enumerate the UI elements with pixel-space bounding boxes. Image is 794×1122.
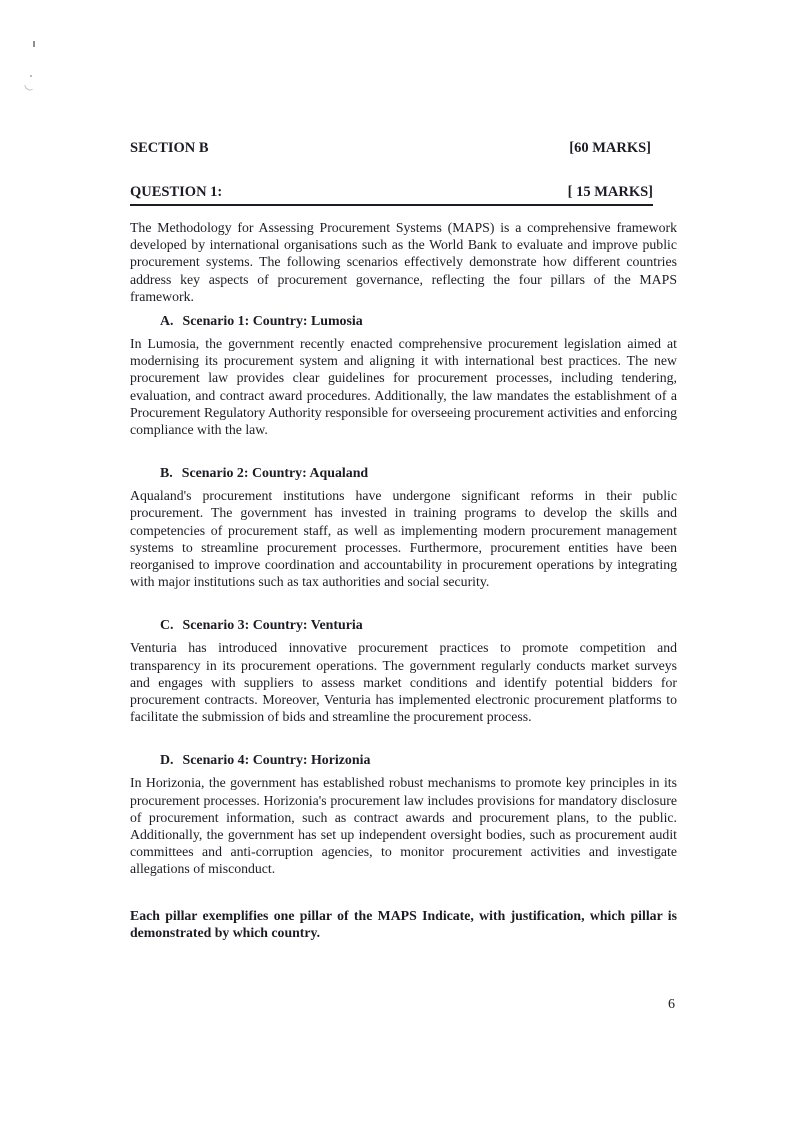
scenario-heading <box>160 753 677 769</box>
scenario-title: Scenario 4: Country: Horizonia <box>182 753 371 769</box>
scan-artifact <box>30 75 32 77</box>
scenario-block-c <box>130 618 677 725</box>
scenario-label: B. <box>160 466 173 482</box>
scan-artifact <box>24 83 33 92</box>
scenario-label: C. <box>160 618 174 634</box>
scenario-label: A. <box>160 314 174 330</box>
scenario-title: Scenario 1: Country: Lumosia <box>182 314 363 330</box>
scenario-body: Venturia has introduced innovative procurement practices to promote competition and transparency in its procurement operations. The government regularly conducts market surveys and engages with suppliers to assess market conditions and identify potential bidders for procurement contracts. Moreover, Venturia has implemented electronic procurement platforms to facilitate the submission of bids and streamline the procurement process. <box>130 640 677 725</box>
section-marks: [60 MARKS] <box>569 140 651 156</box>
scenario-body: In Horizonia, the government has established robust mechanisms to promote key principles in its procurement processes. Horizonia's procurement law includes provisions for mandatory disclosure of procurement information, such as contract awards and procurement plans, to the public. Additionally, the government has set up independent oversight bodies, such as procurement audit committees and anti-corruption agencies, to monitor procurement activities and investigate allegations of misconduct. <box>130 775 677 877</box>
scenario-heading <box>160 466 677 482</box>
page-content <box>130 140 677 942</box>
scenario-heading <box>160 618 677 634</box>
scenario-block-b <box>130 466 677 590</box>
scenario-title: Scenario 3: Country: Venturia <box>182 618 363 634</box>
page-number: 6 <box>668 997 675 1012</box>
section-header-row <box>130 140 651 157</box>
scenario-title: Scenario 2: Country: Aqualand <box>181 466 369 482</box>
section-title: SECTION B <box>130 140 209 156</box>
scenario-block-a <box>130 314 677 438</box>
question-title: QUESTION 1: <box>130 184 223 200</box>
task-instruction: Each pillar exemplifies one pillar of the MAPS Indicate, with justification, which pillar is demonstrated by which country. <box>130 907 677 941</box>
question-header-row <box>130 184 653 206</box>
scenario-block-d <box>130 753 677 877</box>
question-marks: [ 15 MARKS] <box>567 184 653 200</box>
intro-paragraph: The Methodology for Assessing Procurement Systems (MAPS) is a comprehensive framework developed by international organisations such as the World Bank to evaluate and improve public procurement systems. The following scenarios effectively demonstrate how different countries address key aspects of procurement governance, reflecting the four pillars of the MAPS framework. <box>130 220 677 304</box>
scenario-body: In Lumosia, the government recently enacted comprehensive procurement legislation aimed at modernising its procurement system and aligning it with international best practices. The new procurement law provides clear guidelines for procurement processes, including tendering, evaluation, and contract award procedures. Additionally, the law mandates the establishment of a Procurement Regulatory Authority responsible for overseeing procurement activities and enforcing compliance with the law. <box>130 336 677 438</box>
scenario-label: D. <box>160 753 174 769</box>
scan-artifact <box>33 41 35 47</box>
scenario-body: Aqualand's procurement institutions have undergone significant reforms in their public procurement. The government has invested in training programs to develop the skills and competencies of procurement staff, as well as implementing modern procurement management systems to streamline procurement processes. Furthermore, procurement entities have been reorganised to improve coordination and accountability in procurement operations by integrating with major institutions such as tax authorities and social security. <box>130 488 677 590</box>
scenario-heading <box>160 314 677 330</box>
